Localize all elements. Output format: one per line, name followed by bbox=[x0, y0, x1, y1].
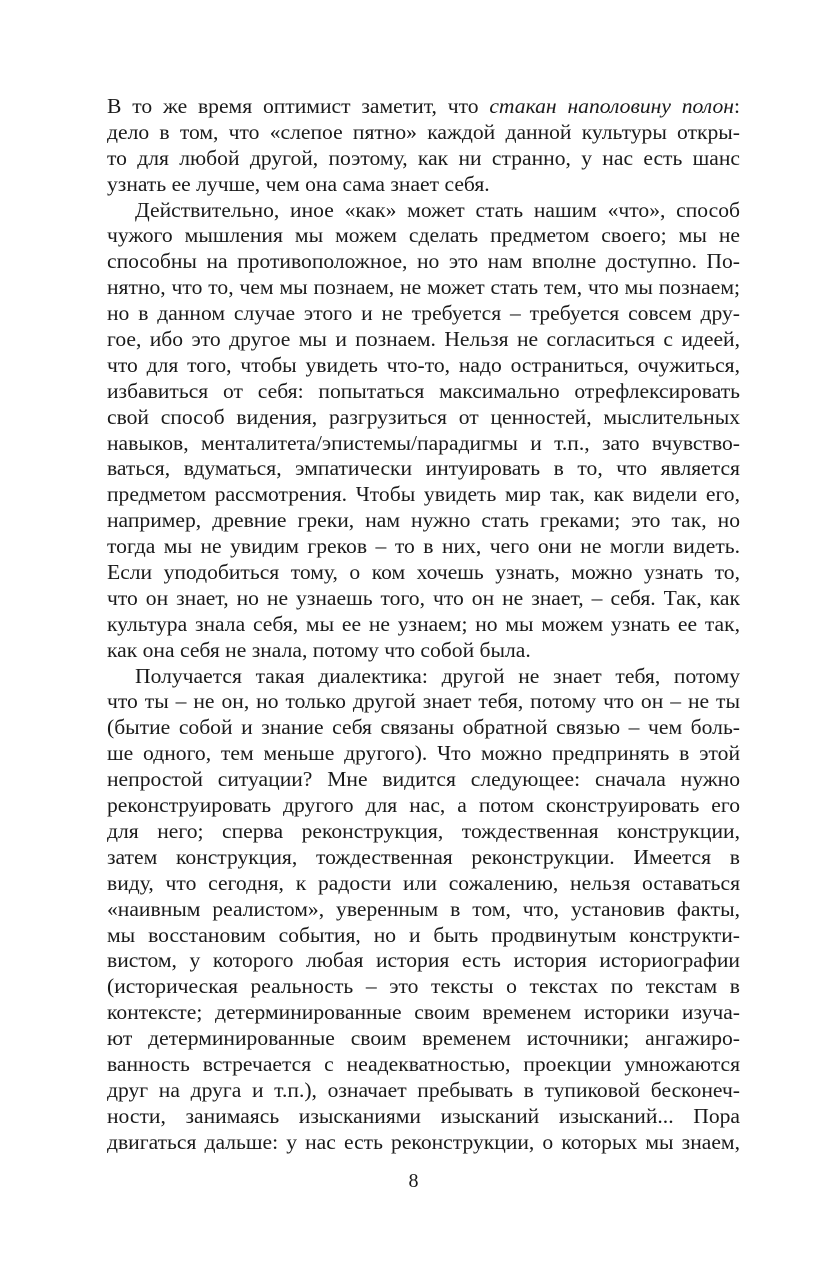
text-line: ют детерминированные своим временем источники; ангажиро- bbox=[107, 1026, 740, 1051]
text-line: реконструировать другого для нас, а потом сконструировать его bbox=[107, 793, 740, 818]
page-number: 8 bbox=[408, 1170, 419, 1192]
text-line: избавиться от себя: попытаться максимально отрефлексировать bbox=[107, 378, 740, 403]
text-line: навыков, менталитета/эпистемы/парадигмы и т.п., зато вчувство- bbox=[107, 430, 740, 455]
text-line: но в данном случае этого и не требуется – требуется совсем дру- bbox=[107, 301, 740, 326]
text-line: ваться, вдуматься, эмпатически интуировать в то, что является bbox=[107, 456, 740, 481]
text-line: виду, что сегодня, к радости или сожалению, нельзя оставаться bbox=[107, 870, 740, 895]
text-line: гое, ибо это другое мы и познаем. Нельзя не согласиться с идеей, bbox=[107, 327, 740, 352]
text-line: ванность встречается с неадекватностью, проекции умножаются bbox=[107, 1051, 740, 1076]
text-line: (бытие собой и знание себя связаны обратной связью – чем боль- bbox=[107, 715, 740, 740]
text-line: то для любой другой, поэтому, как ни странно, у нас есть шанс bbox=[107, 145, 740, 170]
text-line: культура знала себя, мы ее не узнаем; но мы можем узнать ее так, bbox=[107, 611, 740, 636]
text-line: узнать ее лучше, чем она сама знает себя. bbox=[107, 171, 490, 196]
text-line: друг на друга и т.п.), означает пребывать в тупиковой бесконеч- bbox=[107, 1077, 740, 1102]
text-line: В то же время оптимист заметит, что стакан наполовину полон: bbox=[107, 94, 740, 118]
text-line: чужого мышления мы можем сделать предметом своего; мы не bbox=[107, 223, 740, 248]
text-line: что ты – не он, но только другой знает тебя, потому что он – не ты bbox=[107, 689, 740, 714]
italic-phrase: стакан наполовину полон bbox=[489, 94, 734, 118]
text-line: двигаться дальше: у нас есть реконструкции, о которых мы знаем, bbox=[107, 1129, 740, 1154]
text-line: способны на противоположное, но это нам вполне доступно. По- bbox=[107, 249, 740, 274]
text-line: ности, занимаясь изысканиями изысканий изысканий... Пора bbox=[107, 1103, 740, 1128]
body-text bbox=[107, 94, 740, 1156]
text-line: вистом, у которого любая история есть история историографии bbox=[107, 948, 740, 973]
text-line: например, древние греки, нам нужно стать греками; это так, но bbox=[107, 508, 740, 533]
text-line: Получается такая диалектика: другой не знает тебя, потому bbox=[135, 663, 740, 688]
text-line: (историческая реальность – это тексты о текстах по текстам в bbox=[107, 974, 740, 999]
text-line: Если уподобиться тому, о ком хочешь узнать, можно узнать то, bbox=[107, 560, 740, 585]
paragraph-1 bbox=[107, 94, 740, 198]
text-line: непростой ситуации? Мне видится следующее: сначала нужно bbox=[107, 767, 740, 792]
paragraph-2 bbox=[107, 198, 740, 664]
text-line: Действительно, иное «как» может стать нашим «что», способ bbox=[135, 197, 740, 222]
text-line: нятно, что то, чем мы познаем, не может стать тем, что мы познаем; bbox=[107, 275, 740, 300]
text-line: свой способ видения, разгрузиться от ценностей, мыслительных bbox=[107, 404, 740, 429]
text-line: дело в том, что «слепое пятно» каждой данной культуры откры- bbox=[107, 119, 740, 144]
text-line: что для того, чтобы увидеть что-то, надо остраниться, очужиться, bbox=[107, 352, 740, 377]
text-line: предметом рассмотрения. Чтобы увидеть мир так, как видели его, bbox=[107, 482, 740, 507]
text-line: контексте; детерминированные своим временем историки изуча- bbox=[107, 1000, 740, 1025]
text-line: тогда мы не увидим греков – то в них, чего они не могли видеть. bbox=[107, 534, 740, 559]
text-line: мы восстановим события, но и быть продвинутым конструкти- bbox=[107, 922, 740, 947]
text-line: затем конструкция, тождественная реконструкции. Имеется в bbox=[107, 844, 740, 869]
text-line: «наивным реалистом», уверенным в том, что, установив факты, bbox=[107, 896, 740, 921]
text-line: как она себя не знала, потому что собой была. bbox=[107, 637, 531, 662]
text-line: ше одного, тем меньше другого). Что можно предпринять в этой bbox=[107, 741, 740, 766]
text-line: для него; сперва реконструкция, тождественная конструкции, bbox=[107, 818, 740, 843]
paragraph-3 bbox=[107, 664, 740, 1156]
text-line: что он знает, но не узнаешь того, что он не знает, – себя. Так, как bbox=[107, 585, 740, 610]
